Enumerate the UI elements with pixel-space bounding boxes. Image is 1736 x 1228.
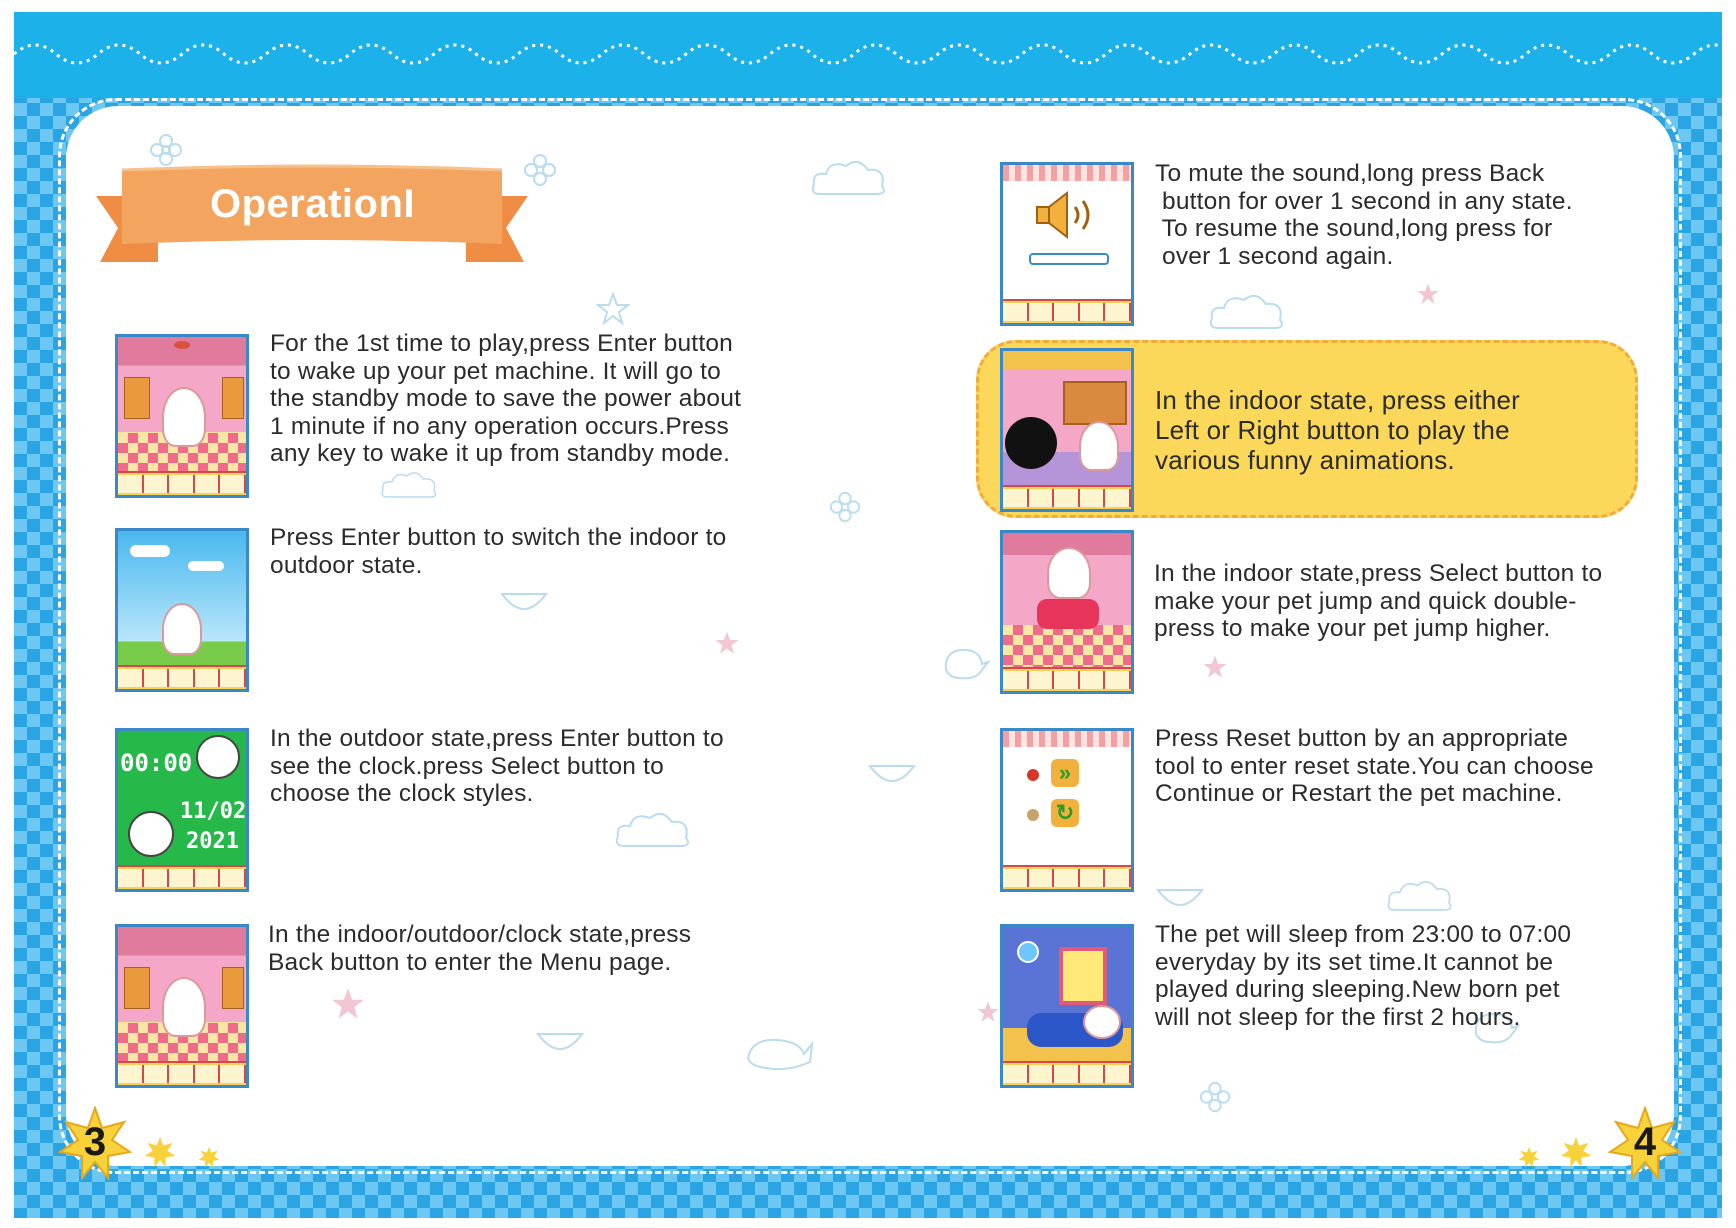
star-doodle-icon [330, 986, 366, 1022]
page-title: OperationI [210, 182, 416, 226]
clock-date: 11/02 [180, 799, 247, 824]
instruction-text: For the 1st time to play,press Enter button to wake up your pet machine. It will go to the standby mode to save the power about 1 minute if no any operation occurs.Press any key to wake it up from standby mode. [270, 330, 742, 467]
icon-tray [1003, 485, 1131, 509]
star-doodle-icon [714, 630, 740, 656]
star-doodle-icon [976, 1000, 1000, 1024]
cloud [130, 545, 170, 557]
small-star-icon [198, 1146, 220, 1168]
cloud-doodle-icon [614, 808, 694, 852]
scalloped-border [14, 36, 1722, 72]
cabinet [124, 377, 150, 419]
instruction-text: The pet will sleep from 23:00 to 07:00 everyday by its set time.It cannot be played during sleeping.New born pet will not sleep for the first 2 hours. [1155, 921, 1572, 1031]
instruction-text: In the indoor/outdoor/clock state,press Back button to enter the Menu page. [268, 921, 692, 976]
whale-doodle-icon [744, 1024, 814, 1074]
pet-character [1079, 421, 1119, 471]
sofa [1037, 599, 1099, 629]
flower-doodle-icon [828, 490, 862, 524]
leaf-doodle-icon [868, 762, 916, 792]
indoor-animation-screen [1000, 348, 1134, 512]
border-pattern [1003, 165, 1131, 181]
cloud-doodle-icon [1386, 874, 1456, 918]
star-doodle-icon [596, 292, 630, 326]
cabinet [222, 967, 244, 1009]
leaf-doodle-icon [1156, 886, 1204, 916]
star-doodle-icon [1202, 654, 1228, 680]
clock-screen [115, 728, 249, 892]
selector-dot-icon [1027, 809, 1039, 821]
sleep-screen [1000, 924, 1134, 1088]
speaker-icon [1033, 189, 1099, 241]
icon-tray [118, 1061, 246, 1085]
icon-tray [118, 865, 246, 889]
volume-bar [1029, 253, 1109, 265]
ceiling-lamp [174, 341, 190, 349]
small-star-icon [144, 1136, 176, 1168]
instruction-text: In the indoor state, press either Left or Right button to play the various funny animations. [1155, 385, 1521, 475]
cloud [188, 561, 224, 571]
cloud-doodle-icon [380, 466, 440, 504]
reset-screen [1000, 728, 1134, 892]
jump-screen [1000, 530, 1134, 694]
alarm-clock-icon [1017, 941, 1039, 963]
icon-tray [1003, 1061, 1131, 1085]
outdoor-screen [115, 528, 249, 692]
clock-face-icon [196, 735, 240, 779]
icon-tray [1003, 865, 1131, 889]
cabinet [124, 967, 150, 1009]
pet-character [162, 387, 206, 447]
instruction-text: To mute the sound,long press Back button for over 1 second in any state. To resume the sound,long press for over 1 second again. [1155, 160, 1573, 270]
pet-character [1047, 547, 1091, 599]
bookshelf [1063, 381, 1127, 425]
selector-dot-icon [1027, 769, 1039, 781]
clock-year: 2021 [186, 829, 239, 854]
small-star-icon [1518, 1146, 1540, 1168]
sleeping-pet [1083, 1005, 1121, 1039]
icon-tray [118, 665, 246, 689]
icon-tray [1003, 299, 1131, 323]
instruction-text: Press Reset button by an appropriate tool to enter reset state.You can choose Continue or Restart the pet machine. [1155, 725, 1594, 807]
leaf-doodle-icon [536, 1030, 584, 1060]
pet-character [162, 603, 202, 655]
small-star-icon [1560, 1136, 1592, 1168]
star-doodle-icon [1416, 282, 1440, 306]
instruction-text: In the outdoor state,press Enter button to see the clock.press Select button to choose the clock styles. [270, 725, 724, 807]
indoor-room-screen [115, 334, 249, 498]
leaf-doodle-icon [500, 590, 548, 620]
page-number-left: 3 [83, 1120, 107, 1164]
icon-tray [1003, 667, 1131, 691]
icon-tray [118, 471, 246, 495]
window [1059, 947, 1107, 1005]
instruction-text: In the indoor state,press Select button to make your pet jump and quick double- press to make your pet jump higher. [1154, 560, 1603, 642]
indoor-room-screen [115, 924, 249, 1088]
page-number-right: 4 [1633, 1120, 1657, 1164]
clock-face-icon [128, 811, 174, 857]
clock-time: 00:00 [120, 749, 193, 777]
mute-screen [1000, 162, 1134, 326]
continue-arrow-icon: » [1051, 759, 1079, 787]
cloud-doodle-icon [1208, 290, 1288, 334]
border-pattern [1003, 731, 1131, 747]
restart-icon: ↻ [1051, 799, 1079, 827]
dark-creature [1005, 417, 1057, 469]
instruction-text: Press Enter button to switch the indoor to outdoor state. [270, 524, 727, 579]
cabinet [222, 377, 244, 419]
pet-character [162, 977, 206, 1037]
bird-doodle-icon [940, 640, 990, 684]
flower-doodle-icon [1198, 1080, 1232, 1114]
cloud-doodle-icon [810, 156, 890, 200]
